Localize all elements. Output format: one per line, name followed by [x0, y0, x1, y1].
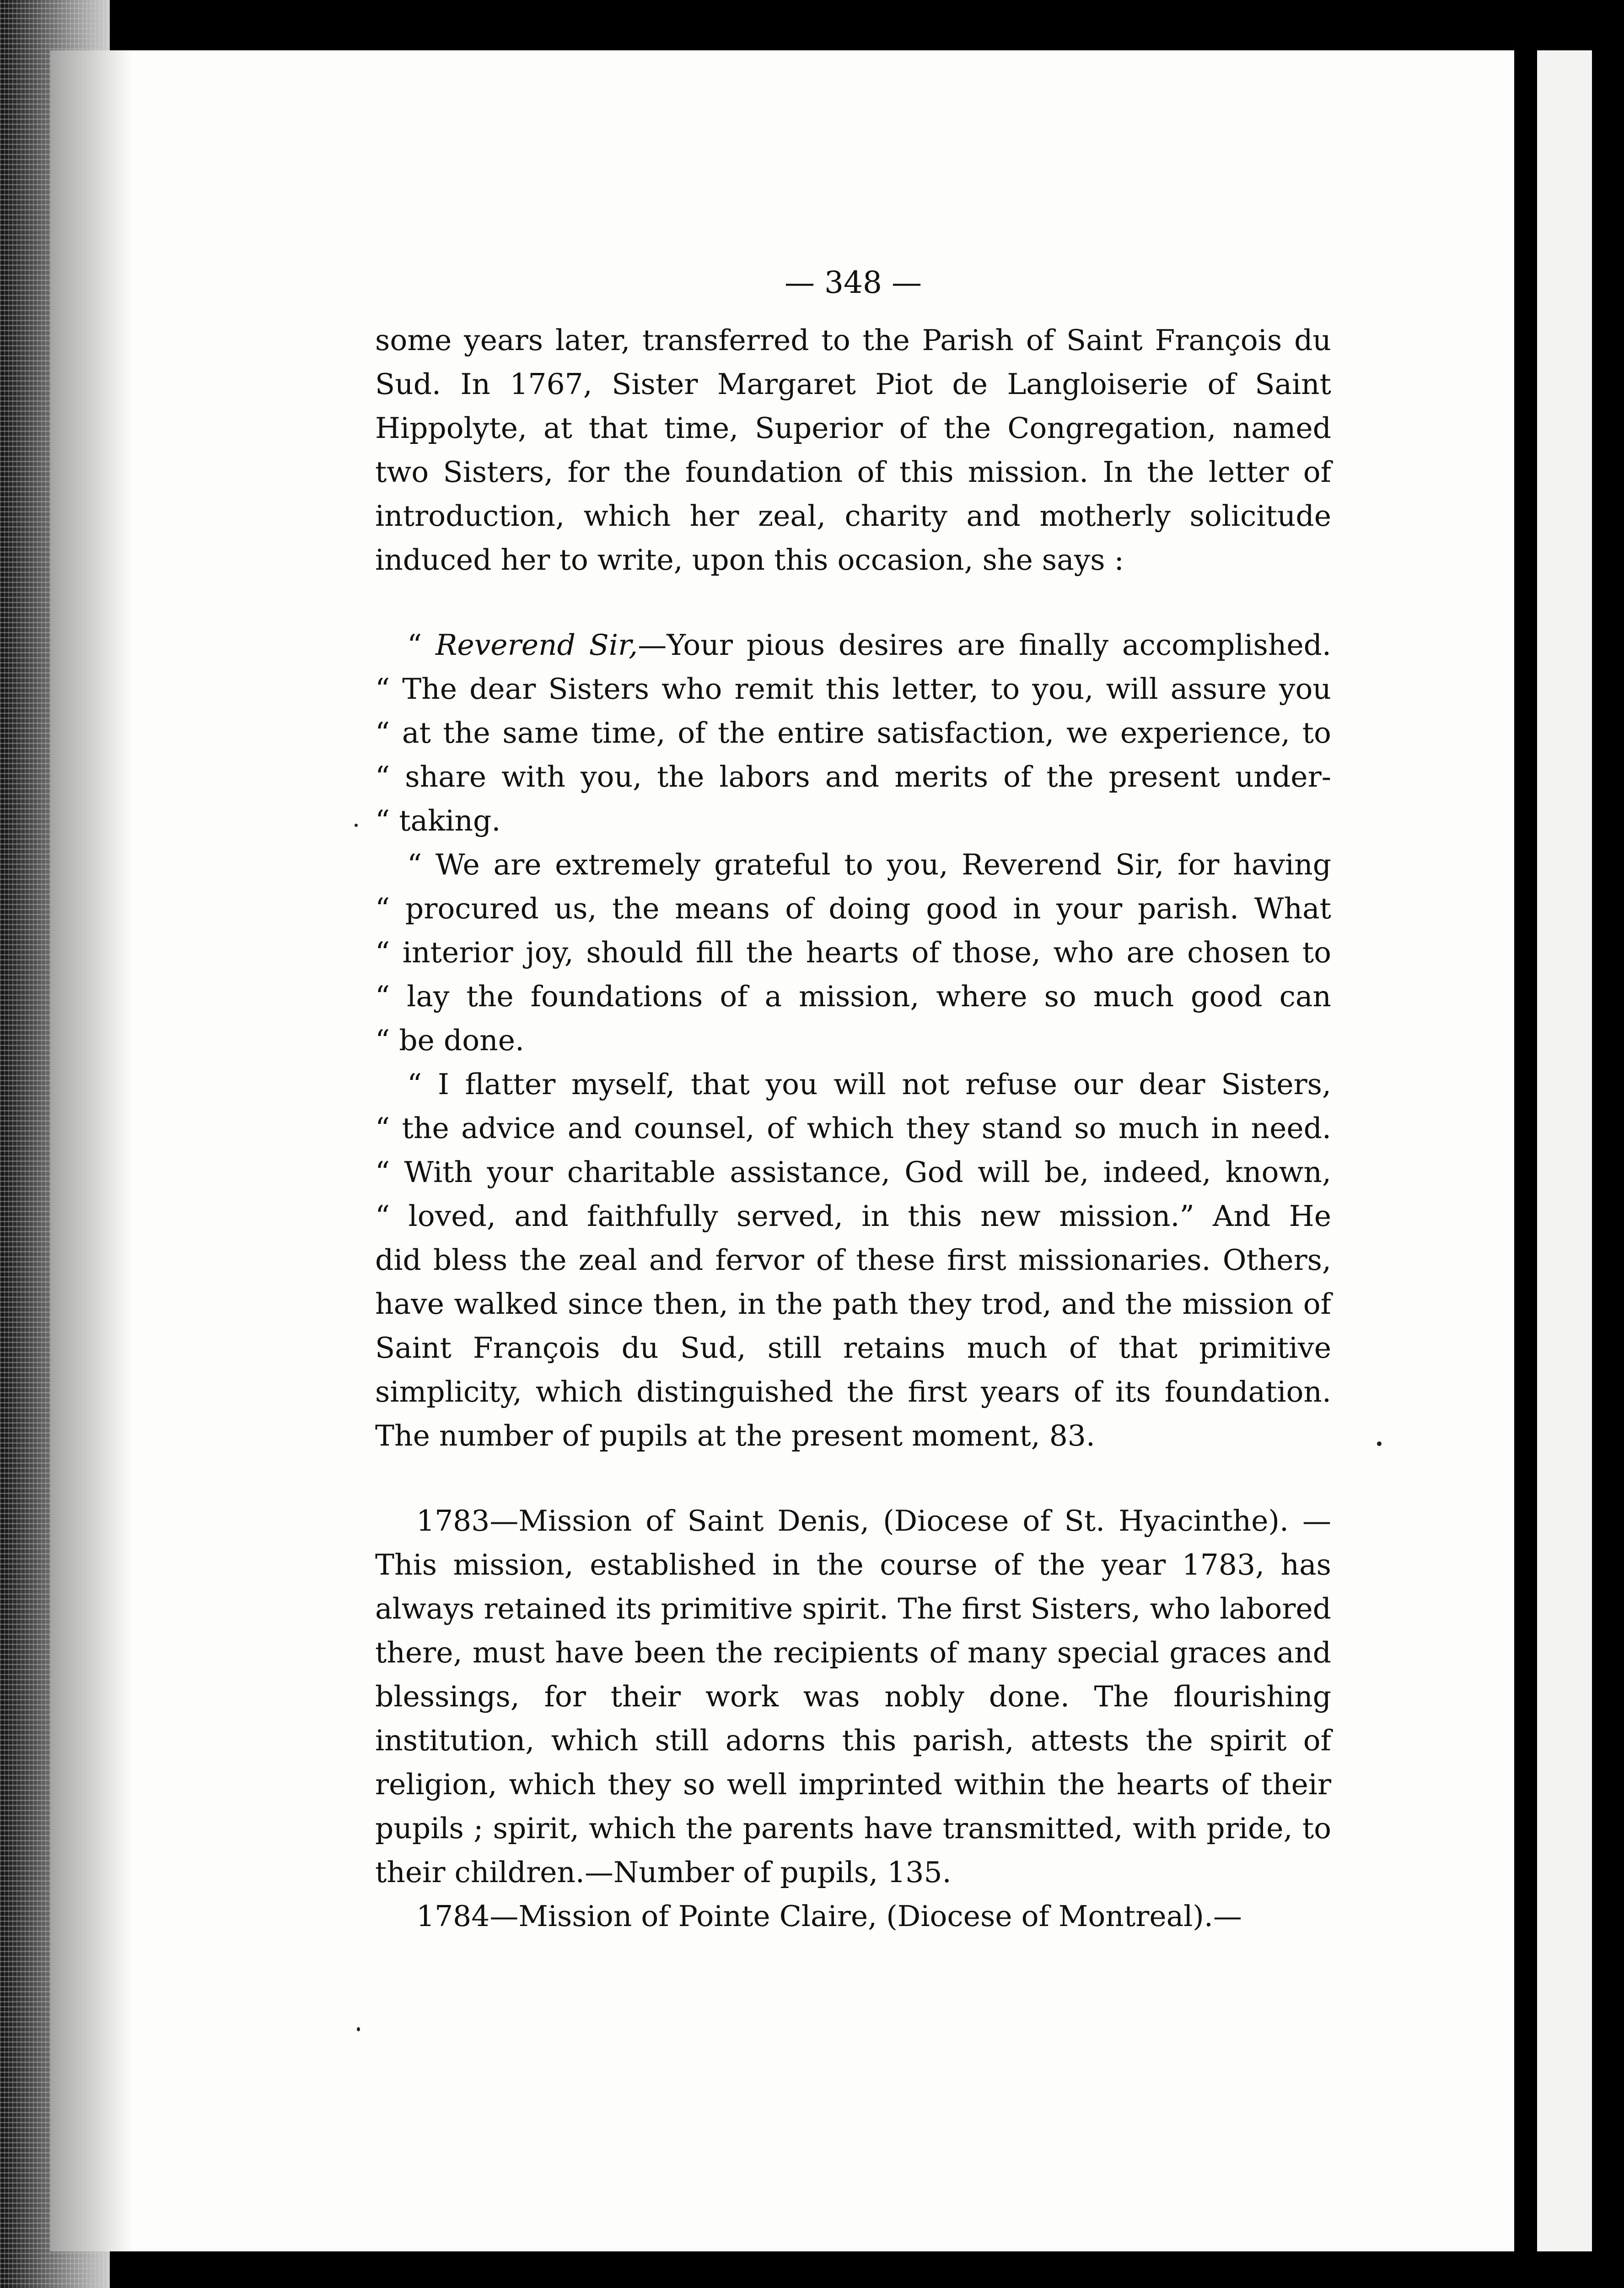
letter-line: “ procured us, the means of doing good in your parish. What	[375, 892, 1331, 925]
scan-speck	[355, 824, 358, 827]
letter-line: “ Reverend Sir,—Your pious desires are finally accomplished.	[407, 628, 1332, 662]
letter-line: “ The dear Sisters who remit this letter, to you, will assure you	[375, 672, 1331, 706]
film-right-border	[1514, 0, 1537, 2288]
page-number: — 348 —	[785, 265, 922, 300]
mission-1783-paragraph: 1783—Mission of Saint Denis, (Diocese of St. Hyacinthe). —This mission, established in the course of the year 1783, has always retained its primitive spirit. The first Sisters, who labored there, must have been the recipients of many special graces and blessings, for their work was nobly done. The flourishing institution, which still adorns this parish, attests the spirit of religion, which they so well imprinted within the hearts of their pupils ; spirit, which the parents have transmitted, with pride, to their children.—Number of pupils, 135.	[375, 1504, 1331, 1889]
scan-speck	[1377, 1441, 1382, 1446]
scan-speck	[357, 2027, 360, 2031]
letter-line: “ at the same time, of the entire satisfaction, we experience, to	[375, 716, 1331, 750]
quoted-letter	[375, 623, 1331, 1238]
letter-salutation: Reverend Sir,	[436, 628, 638, 662]
letter-line: “ share with you, the labors and merits of the present under-	[375, 760, 1331, 793]
letter-line: “ With your charitable assistance, God will be, indeed, known,	[375, 1155, 1331, 1189]
adjacent-page-strip	[1537, 50, 1592, 2251]
after-letter-paragraph: did bless the zeal and fervor of these first missionaries. Others, have walked since then, in the path they trod, and the mission of Saint François du Sud, still retains much of that primitive simplicity, which distinguished the first years of its foundation. The number of pupils at the present moment, 83.	[375, 1243, 1331, 1452]
film-right-edge	[1592, 0, 1624, 2288]
mission-1784-heading: 1784—Mission of Pointe Claire, (Diocese of Montreal).—	[416, 1899, 1242, 1933]
letter-line: “ lay the foundations of a mission, where so much good can	[375, 980, 1331, 1013]
letter-line: “ loved, and faithfully served, in this new mission.” And He	[375, 1199, 1331, 1233]
letter-line: “ be done.	[375, 1024, 525, 1057]
page-gutter-shadow	[50, 50, 133, 2251]
letter-line: “ We are extremely grateful to you, Reverend Sir, for having	[407, 848, 1331, 881]
letter-line: “ the advice and counsel, of which they stand so much in need.	[375, 1112, 1331, 1145]
letter-line: “ I flatter myself, that you will not refuse our dear Sisters,	[407, 1068, 1331, 1101]
page-text	[375, 261, 1331, 1938]
letter-line: “ interior joy, should fill the hearts of those, who are chosen to	[375, 936, 1331, 969]
intro-paragraph: some years later, transferred to the Parish of Saint François du Sud. In 1767, Sister Margaret Piot de Langloiserie of Saint Hippolyte, at that time, Superior of the Congregation, named two Sisters, for the foundation of this mission. In the letter of introduction, which her zeal, charity and motherly solicitude induced her to write, upon this occasion, she says :	[375, 324, 1331, 577]
letter-line: “ taking.	[375, 804, 501, 837]
